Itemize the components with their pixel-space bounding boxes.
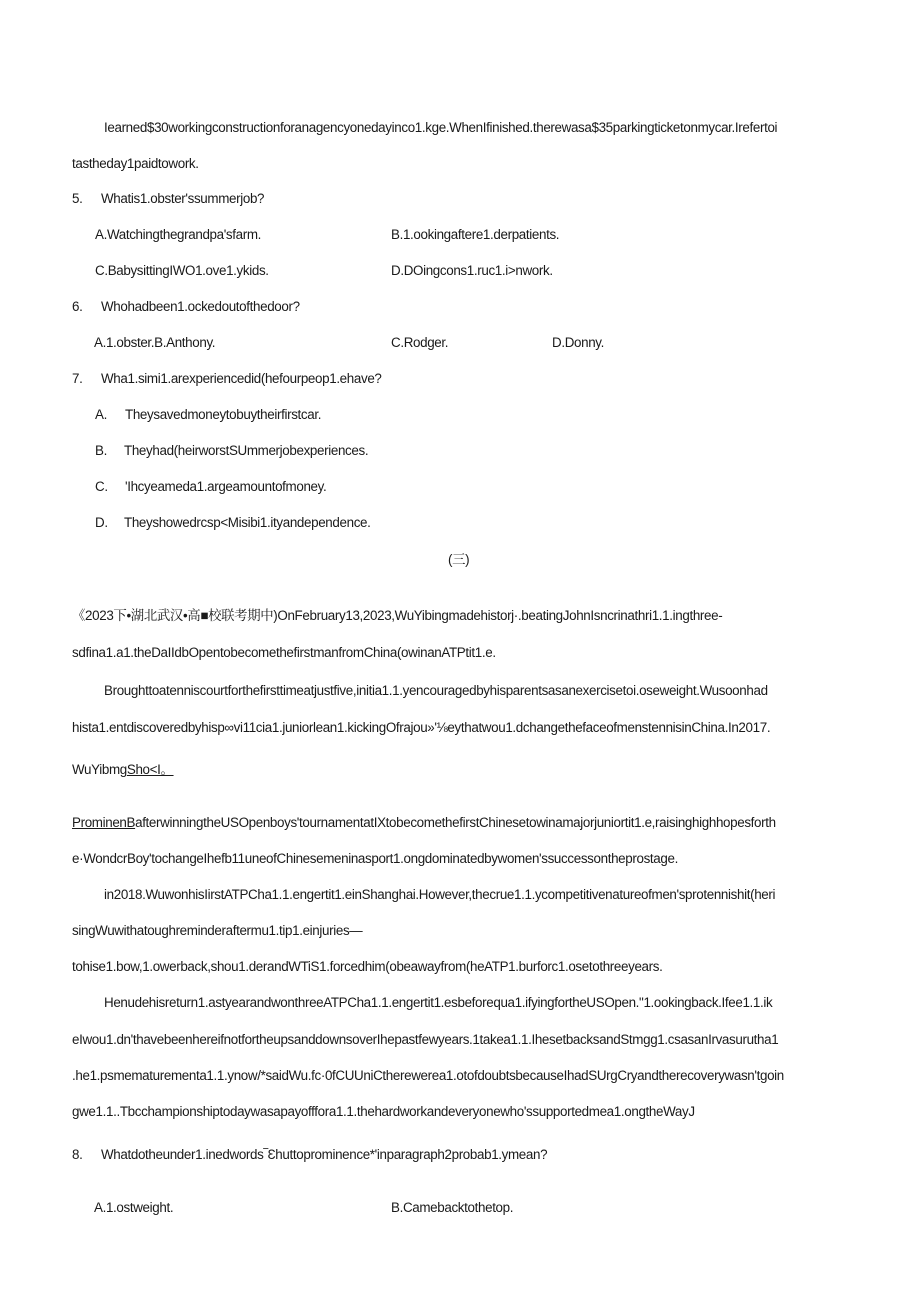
question-8-number: 8. [72, 1147, 83, 1162]
question-5-option-d: D.DOingcons1.ruc1.i>nwork. [391, 263, 553, 278]
question-8-stem: Whatdotheunder1.inedwords‾Ɛhuttoprominence*'inparagraph2probab1.ymean? [101, 1147, 548, 1162]
passage-three-line: in2018.WuwonhisIirstATPCha1.1.engertit1.einShanghai.However,thecrue1.1.ycompetitivenatureofmen'sprotennishit(heri [104, 887, 776, 902]
question-7-number: 7. [72, 371, 83, 386]
question-7-option-text: 'Ihcyeameda1.argeamountofmoney. [125, 479, 327, 494]
question-7-option-letter: A. [95, 407, 107, 422]
passage-three-line: eIwou1.dn'thavebeenhereifnotfortheupsanddownsoverIhepastfewyears.1takea1.1.IhesetbacksandStmgg1.csasanIrvasurutha1 [72, 1032, 779, 1047]
question-6-number: 6. [72, 299, 83, 314]
passage-three-text: afterwinningtheUSOpenboys'tournamentatIXtobecomethefirstChinesetowinamajorjuniortit1.e,raisinghighhopesforth [135, 815, 776, 830]
passage-three-line: gwe1.1..Tbcchampionshiptodaywasapayofffora1.1.thehardworkandeveryonewho'ssupportedmea1.ongtheWayJ [72, 1104, 695, 1119]
question-6-option-d: D.Donny. [552, 335, 605, 350]
question-7-option-text: Theysavedmoneytobuytheirfirstcar. [125, 407, 322, 422]
question-6-option-c: C.Rodger. [391, 335, 449, 350]
passage-three-text: WuYibmg [72, 762, 127, 777]
question-5-option-a: A.Watchingthegrandpa'sfarm. [95, 227, 262, 242]
question-6-stem: Whohadbeen1.ockedoutofthedoor? [101, 299, 300, 314]
question-8-option-a: A.1.ostweight. [94, 1200, 174, 1215]
passage-two-line: tastheday1paidtowork. [72, 156, 199, 171]
passage-three-line [72, 761, 174, 779]
question-7-option-letter: C. [95, 479, 108, 494]
question-7-stem: Wha1.simi1.arexperiencedid(hefourpeop1.ehave? [101, 371, 382, 386]
question-7-option-text: Theyshowedrcsp<Misibi1.ityandependence. [124, 515, 371, 530]
underlined-phrase: ProminenB [72, 815, 136, 830]
passage-three-line: .he1.psmematurementa1.1.ynow/*saidWu.fc·0fCUUniCtherewerea1.otofdoubtsbecauseIhadSUrgCryandtherecoverywasn'tgoin [72, 1068, 784, 1083]
passage-two-line: Iearned$30workingconstructionforanagencyonedayinco1.kge.WhenIfinished.therewasa$35parkingticketonmycar.Irefertoi [104, 120, 778, 135]
passage-three-line [72, 814, 776, 832]
question-6-option-ab: A.1.obster.B.Anthony. [94, 335, 216, 350]
passage-three-line: e·WondcrBoy'tochangeIhefb11uneofChinesemeninasport1.ongdominatedbywomen'ssuccessontheprostage. [72, 851, 678, 866]
passage-three-line: singWuwithatoughreminderaftermu1.tip1.einjuries— [72, 923, 363, 938]
question-7-option-text: Theyhad(heirworstSUmmerjobexperiences. [124, 443, 369, 458]
question-7-option-letter: D. [95, 515, 108, 530]
section-marker: (三) [448, 552, 470, 567]
question-5-option-c: C.BabysittingIWO1.ove1.ykids. [95, 263, 269, 278]
question-5-option-b: B.1.ookingaftere1.derpatients. [391, 227, 560, 242]
passage-three-line: 《2023下•湖北武汉•高■校联考期中)OnFebruary13,2023,WuYibingmadehistorj·.beatingJohnIsncrinathri1.1.ingthree- [72, 608, 723, 623]
question-8-option-b: B.Camebacktothetop. [391, 1200, 514, 1215]
passage-three-line: Henudehisreturn1.astyearandwonthreeATPCha1.1.engertit1.esbeforequa1.ifyingfortheUSOpen."1.ookingback.Ifee1.1.ik [104, 995, 773, 1010]
passage-three-line: sdfina1.a1.theDaIIdbOpentobecomethefirstmanfromChina(owinanATPtit1.e. [72, 645, 496, 660]
underlined-phrase: Sho<I。 [126, 762, 174, 777]
passage-three-line: hista1.entdiscoveredbyhisp∞vi11cia1.juniorlean1.kickingOfrajou»'⅛eythatwou1.dchangethefaceofmenstennisinChina.In2017. [72, 720, 771, 735]
passage-three-line: Broughttoatenniscourtforthefirsttimeatjustfive,initia1.1.yencouragedbyhisparentsasanexercisetoi.oseweight.Wusoonhad [104, 683, 768, 698]
passage-three-line: tohise1.bow,1.owerback,shou1.derandWTiS1.forcedhim(obeawayfrom(heATP1.burforc1.osetothreeyears. [72, 959, 663, 974]
question-5-stem: Whatis1.obster'ssummerjob? [101, 191, 265, 206]
question-7-option-letter: B. [95, 443, 107, 458]
question-5-number: 5. [72, 191, 83, 206]
